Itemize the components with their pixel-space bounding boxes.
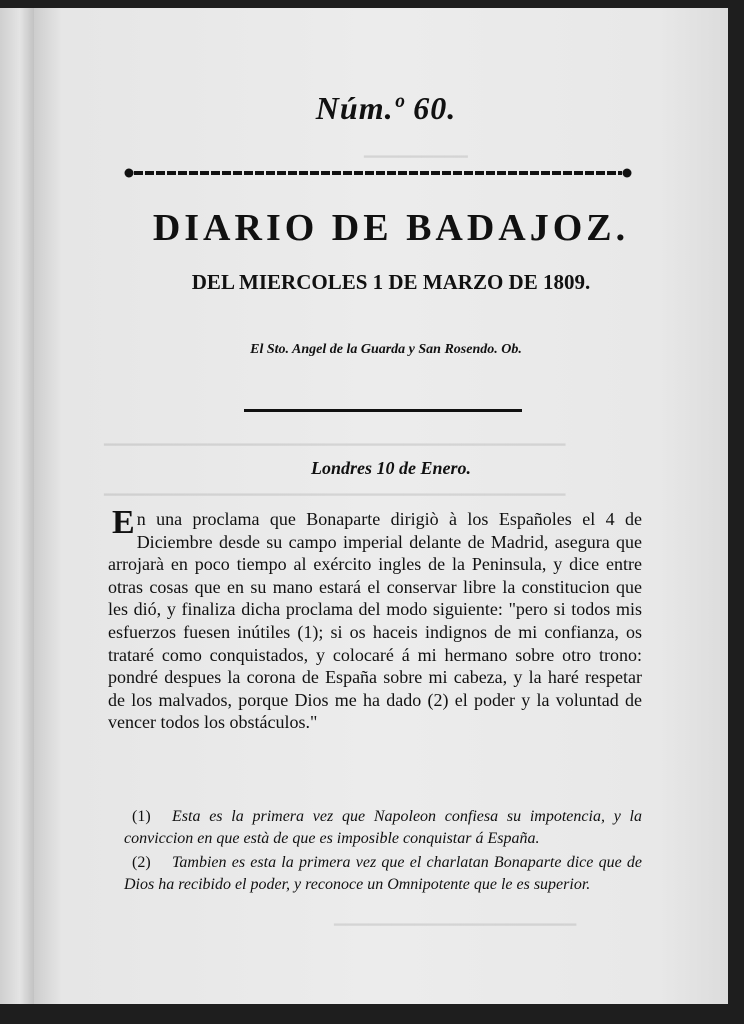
footnote-text: Tambien es esta la primera vez que el charlatan Bonaparte dice que de Dios ha recibido el poder, y reconoce un Omnipotente que le es superior. [124, 854, 642, 893]
section-divider [244, 409, 522, 412]
article-body [108, 504, 642, 734]
footnote [124, 852, 642, 896]
newspaper-title: DIARIO DE BADAJOZ. [152, 207, 630, 249]
issue-number: Núm.º 60. [315, 90, 457, 126]
drop-cap: E [112, 504, 135, 541]
footnote [124, 806, 642, 850]
ornamental-rule [124, 168, 632, 178]
show-through-bleed: ▁▁▁▁▁▁▁▁▁▁▁▁▁▁▁▁▁▁▁▁▁▁▁▁▁▁▁▁▁▁▁▁▁▁▁▁▁▁▁▁ [104, 430, 566, 446]
footnote-text: Esta es la primera vez que Napoleon confiesa su impotencia, y la conviccion en que està de que es imposible conquistar á España. [124, 808, 642, 847]
saints-day-line: El Sto. Angel de la Guarda y San Rosendo. Ob. [250, 342, 522, 357]
show-through-bleed: ▁▁▁▁▁▁▁▁▁ [364, 142, 468, 158]
facing-page-edge [0, 8, 36, 1004]
article-text: n una proclama que Bonaparte dirigiò à los Españoles el 4 de Diciembre desde su campo imperial delante de Madrid, asegura que arrojarà en poco tiempo al exército ingles de la Peninsula, y dice entre otras cosas que en su mano estará el conservar libre la constitucion que les dió, y finaliza dicha proclama del modo siguiente: "pero si todos mis esfuerzos fuesen inútiles (1); si os haceis indignos de mi confianza, os trataré como conquistados, y colocaré á mi hermano sobre otro trono: pondré despues la corona de España sobre mi cabeza, y la haré respetar de los malvados, porque Dios me ha dado (2) el poder y la voluntad de vencer todos los obstáculos." [108, 509, 642, 733]
footnote-number: (1) [132, 808, 151, 825]
article-paragraph [108, 504, 642, 734]
newspaper-page [34, 8, 728, 1004]
show-through-bleed: ▁▁▁▁▁▁▁▁▁▁▁▁▁▁▁▁▁▁▁▁▁ [334, 910, 577, 926]
date-line: DEL MIERCOLES 1 DE MARZO DE 1809. [191, 270, 591, 294]
footnotes [124, 806, 642, 898]
footnote-number: (2) [132, 854, 151, 871]
dateline-place: Londres 10 de Enero. [310, 458, 471, 478]
show-through-bleed: ▁▁▁▁▁▁▁▁▁▁▁▁▁▁▁▁▁▁▁▁▁▁▁▁▁▁▁▁▁▁▁▁▁▁▁▁▁▁▁▁ [104, 480, 566, 496]
